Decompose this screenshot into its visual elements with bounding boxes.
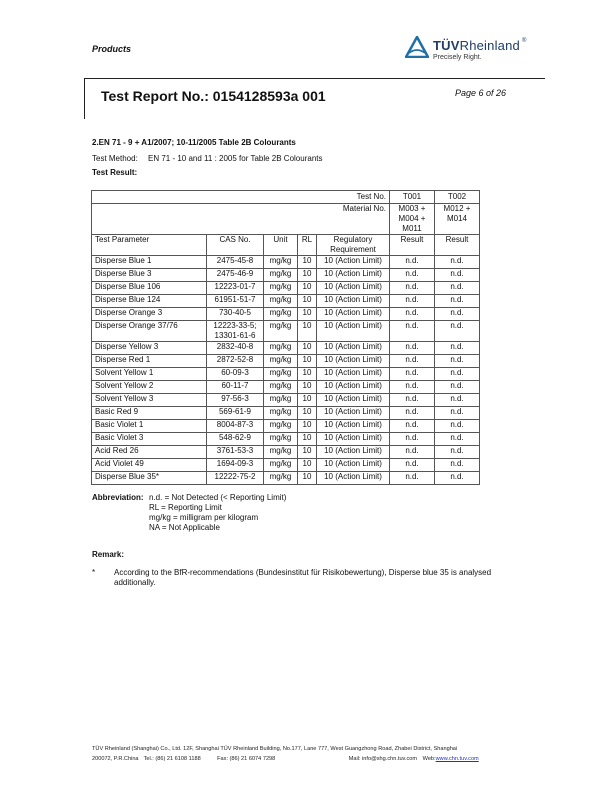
col-header-cas: CAS No. xyxy=(207,235,264,256)
cell-cas-no: 12222-75-2 xyxy=(207,472,264,485)
material-line: M003 + xyxy=(398,204,426,213)
cell-cas-no: 2475-46-9 xyxy=(207,269,264,282)
col-header-result-2: Result xyxy=(435,235,480,256)
test-no-row xyxy=(92,191,480,204)
footer-mail: Mail: info@shg.chn.tuv.com xyxy=(348,756,418,762)
cell-result-1: n.d. xyxy=(390,472,435,485)
footer-postal: 200072, P.R.China xyxy=(92,756,139,762)
cell-requirement: 10 (Action Limit) xyxy=(317,269,390,282)
cell-rl: 10 xyxy=(298,308,317,321)
material-no-row xyxy=(92,204,480,235)
cell-unit: mg/kg xyxy=(264,282,298,295)
cell-parameter: Solvent Yellow 1 xyxy=(92,368,207,381)
table-row xyxy=(92,355,480,368)
cell-result-2: n.d. xyxy=(435,472,480,485)
cell-rl: 10 xyxy=(298,321,317,342)
cell-rl: 10 xyxy=(298,394,317,407)
cell-unit: mg/kg xyxy=(264,342,298,355)
remark-block xyxy=(92,568,512,588)
test-result-label: Test Result: xyxy=(92,168,138,177)
cell-result-2: n.d. xyxy=(435,433,480,446)
cell-unit: mg/kg xyxy=(264,269,298,282)
cell-cas-no: 730-40-5 xyxy=(207,308,264,321)
cell-unit: mg/kg xyxy=(264,368,298,381)
col-header-requirement: Regulatory Requirement xyxy=(317,235,390,256)
col-header-result-1: Result xyxy=(390,235,435,256)
test-no-label: Test No. xyxy=(92,191,390,204)
test-method xyxy=(92,154,322,163)
cell-parameter: Solvent Yellow 2 xyxy=(92,381,207,394)
cell-cas-no: 569-61-9 xyxy=(207,407,264,420)
cell-result-2: n.d. xyxy=(435,368,480,381)
cell-result-1: n.d. xyxy=(390,269,435,282)
cell-requirement: 10 (Action Limit) xyxy=(317,282,390,295)
abbreviation-item: NA = Not Applicable xyxy=(149,523,220,532)
table-row xyxy=(92,459,480,472)
cell-parameter: Acid Violet 49 xyxy=(92,459,207,472)
table-row xyxy=(92,407,480,420)
cell-requirement: 10 (Action Limit) xyxy=(317,459,390,472)
cell-result-1: n.d. xyxy=(390,420,435,433)
cell-requirement: 10 (Action Limit) xyxy=(317,394,390,407)
cas-line: 12223-33-5; xyxy=(213,321,257,330)
cell-unit: mg/kg xyxy=(264,420,298,433)
cell-rl: 10 xyxy=(298,295,317,308)
cell-requirement: 10 (Action Limit) xyxy=(317,381,390,394)
cell-unit: mg/kg xyxy=(264,407,298,420)
footer-web-label: Web: xyxy=(422,756,436,762)
abbreviation-item: mg/kg = milligram per kilogram xyxy=(149,513,259,522)
cell-rl: 10 xyxy=(298,420,317,433)
cell-parameter: Basic Red 9 xyxy=(92,407,207,420)
cell-result-1: n.d. xyxy=(390,368,435,381)
cell-parameter: Disperse Blue 35* xyxy=(92,472,207,485)
cell-cas-no: 12223-01-7 xyxy=(207,282,264,295)
cell-parameter: Disperse Blue 1 xyxy=(92,256,207,269)
material-line: M004 + xyxy=(398,214,426,223)
cell-cas-no: 2832-40-8 xyxy=(207,342,264,355)
cell-result-2: n.d. xyxy=(435,308,480,321)
table-row xyxy=(92,472,480,485)
cell-rl: 10 xyxy=(298,256,317,269)
cell-result-1: n.d. xyxy=(390,381,435,394)
footer xyxy=(92,744,522,764)
cell-result-1: n.d. xyxy=(390,321,435,342)
cell-requirement: 10 (Action Limit) xyxy=(317,472,390,485)
material-no-2 xyxy=(435,204,480,235)
cell-parameter: Disperse Blue 3 xyxy=(92,269,207,282)
col-header-param: Test Parameter xyxy=(92,235,207,256)
table-row xyxy=(92,269,480,282)
cell-rl: 10 xyxy=(298,355,317,368)
cell-unit: mg/kg xyxy=(264,381,298,394)
header-section-label: Products xyxy=(92,44,132,54)
cell-cas-no: 2475-45-8 xyxy=(207,256,264,269)
cell-unit: mg/kg xyxy=(264,472,298,485)
footer-address: TÜV Rheinland (Shanghai) Co., Ltd. 12F, Shanghai TÜV Rheinland Building, No.177, Lane 777, West Guangzhong Road, Zhabei District, Shanghai xyxy=(92,746,458,752)
cell-result-2: n.d. xyxy=(435,381,480,394)
cell-result-1: n.d. xyxy=(390,308,435,321)
cell-requirement: 10 (Action Limit) xyxy=(317,368,390,381)
cell-cas-no: 60-11-7 xyxy=(207,381,264,394)
cell-result-1: n.d. xyxy=(390,407,435,420)
cell-requirement: 10 (Action Limit) xyxy=(317,295,390,308)
cell-cas-no: 60-09-3 xyxy=(207,368,264,381)
remark-text: According to the BfR-recommendations (Bundesinstitut für Risikobewertung), Disperse blue 35 is analysed additionally. xyxy=(114,568,492,587)
test-method-label: Test Method: xyxy=(92,154,138,163)
footer-web-link[interactable]: www.chn.tuv.com xyxy=(435,756,479,762)
abbreviation-label: Abbreviation: xyxy=(92,493,144,502)
tuv-rheinland-logo xyxy=(405,34,555,74)
cell-result-2: n.d. xyxy=(435,342,480,355)
material-no-label: Material No. xyxy=(92,204,390,235)
cell-parameter: Basic Violet 3 xyxy=(92,433,207,446)
cell-unit: mg/kg xyxy=(264,355,298,368)
table-row xyxy=(92,321,480,342)
cell-cas-no: 2872-52-8 xyxy=(207,355,264,368)
table-row xyxy=(92,282,480,295)
cell-cas-no: 548-62-9 xyxy=(207,433,264,446)
cell-result-1: n.d. xyxy=(390,342,435,355)
cell-result-2: n.d. xyxy=(435,295,480,308)
table-row xyxy=(92,295,480,308)
cell-unit: mg/kg xyxy=(264,446,298,459)
logo-brand: TÜVRheinland ® xyxy=(433,38,527,53)
material-line: M014 xyxy=(446,214,467,223)
cell-result-2: n.d. xyxy=(435,321,480,342)
cell-parameter: Disperse Yellow 3 xyxy=(92,342,207,355)
cell-cas-no: 61951-51-7 xyxy=(207,295,264,308)
cell-rl: 10 xyxy=(298,433,317,446)
cell-rl: 10 xyxy=(298,342,317,355)
cell-cas-no: 97-56-3 xyxy=(207,394,264,407)
cell-result-2: n.d. xyxy=(435,394,480,407)
cell-requirement: 10 (Action Limit) xyxy=(317,433,390,446)
col-header-rl: RL xyxy=(298,235,317,256)
material-no-1 xyxy=(390,204,435,235)
table-row xyxy=(92,381,480,394)
cell-unit: mg/kg xyxy=(264,308,298,321)
cell-result-1: n.d. xyxy=(390,446,435,459)
cell-unit: mg/kg xyxy=(264,256,298,269)
table-row xyxy=(92,420,480,433)
remark-label: Remark: xyxy=(92,550,125,559)
remark-marker: * xyxy=(92,568,96,577)
cell-parameter: Acid Red 26 xyxy=(92,446,207,459)
cell-rl: 10 xyxy=(298,446,317,459)
cell-rl: 10 xyxy=(298,472,317,485)
cell-rl: 10 xyxy=(298,282,317,295)
table-row xyxy=(92,433,480,446)
report-title: Test Report No.: 0154128593a 001 xyxy=(101,88,326,104)
cell-unit: mg/kg xyxy=(264,394,298,407)
cell-requirement: 10 (Action Limit) xyxy=(317,256,390,269)
cell-cas-no: 1694-09-3 xyxy=(207,459,264,472)
cell-unit: mg/kg xyxy=(264,433,298,446)
cell-parameter: Basic Violet 1 xyxy=(92,420,207,433)
footer-tel: Tel.: (86) 21 6108 1188 xyxy=(143,756,201,762)
table-row xyxy=(92,342,480,355)
cell-requirement: 10 (Action Limit) xyxy=(317,355,390,368)
cell-result-1: n.d. xyxy=(390,459,435,472)
cell-parameter: Disperse Orange 37/76 xyxy=(92,321,207,342)
cell-result-1: n.d. xyxy=(390,295,435,308)
col-header-unit: Unit xyxy=(264,235,298,256)
cell-result-2: n.d. xyxy=(435,355,480,368)
cell-rl: 10 xyxy=(298,269,317,282)
table-row xyxy=(92,256,480,269)
abbreviation-item: n.d. = Not Detected (< Reporting Limit) xyxy=(149,493,287,502)
abbreviation-item: RL = Reporting Limit xyxy=(149,503,222,512)
cell-result-2: n.d. xyxy=(435,420,480,433)
cell-requirement: 10 (Action Limit) xyxy=(317,407,390,420)
cell-requirement: 10 (Action Limit) xyxy=(317,342,390,355)
column-header-row xyxy=(92,235,480,256)
cell-result-2: n.d. xyxy=(435,407,480,420)
page-number: Page 6 of 26 xyxy=(455,88,507,98)
cell-unit: mg/kg xyxy=(264,295,298,308)
table-row xyxy=(92,368,480,381)
test-no-2: T002 xyxy=(435,191,480,204)
cas-line: 13301-61-6 xyxy=(214,331,256,340)
cell-rl: 10 xyxy=(298,459,317,472)
cell-cas-no xyxy=(207,321,264,342)
cell-result-2: n.d. xyxy=(435,282,480,295)
material-line: M011 xyxy=(402,224,422,233)
test-method-value: EN 71 - 10 and 11 : 2005 for Table 2B Colourants xyxy=(148,154,323,163)
cell-result-2: n.d. xyxy=(435,269,480,282)
cell-rl: 10 xyxy=(298,368,317,381)
cell-requirement: 10 (Action Limit) xyxy=(317,420,390,433)
cell-result-2: n.d. xyxy=(435,256,480,269)
cell-parameter: Disperse Orange 3 xyxy=(92,308,207,321)
cell-result-2: n.d. xyxy=(435,446,480,459)
cell-cas-no: 8004-87-3 xyxy=(207,420,264,433)
table-row xyxy=(92,308,480,321)
cell-parameter: Disperse Blue 124 xyxy=(92,295,207,308)
cell-cas-no: 3761-53-3 xyxy=(207,446,264,459)
footer-fax: Fax: (86) 21 6074 7298 xyxy=(217,756,276,762)
cell-parameter: Solvent Yellow 3 xyxy=(92,394,207,407)
cell-parameter: Disperse Red 1 xyxy=(92,355,207,368)
cell-parameter: Disperse Blue 106 xyxy=(92,282,207,295)
table-row xyxy=(92,394,480,407)
logo-tagline: Precisely Right. xyxy=(433,54,482,61)
cell-unit: mg/kg xyxy=(264,321,298,342)
cell-requirement: 10 (Action Limit) xyxy=(317,446,390,459)
material-line: M012 + xyxy=(443,204,471,213)
cell-requirement: 10 (Action Limit) xyxy=(317,321,390,342)
table-row xyxy=(92,446,480,459)
tuv-triangle-icon xyxy=(405,36,429,58)
cell-requirement: 10 (Action Limit) xyxy=(317,308,390,321)
cell-result-1: n.d. xyxy=(390,355,435,368)
cell-rl: 10 xyxy=(298,407,317,420)
cell-result-1: n.d. xyxy=(390,256,435,269)
cell-result-1: n.d. xyxy=(390,433,435,446)
section-title: 2.EN 71 - 9 + A1/2007; 10-11/2005 Table 2B Colourants xyxy=(92,138,296,147)
cell-unit: mg/kg xyxy=(264,459,298,472)
cell-result-2: n.d. xyxy=(435,459,480,472)
test-no-1: T001 xyxy=(390,191,435,204)
results-table xyxy=(91,190,480,485)
cell-result-1: n.d. xyxy=(390,394,435,407)
cell-rl: 10 xyxy=(298,381,317,394)
abbreviation-block xyxy=(92,493,286,533)
cell-result-1: n.d. xyxy=(390,282,435,295)
